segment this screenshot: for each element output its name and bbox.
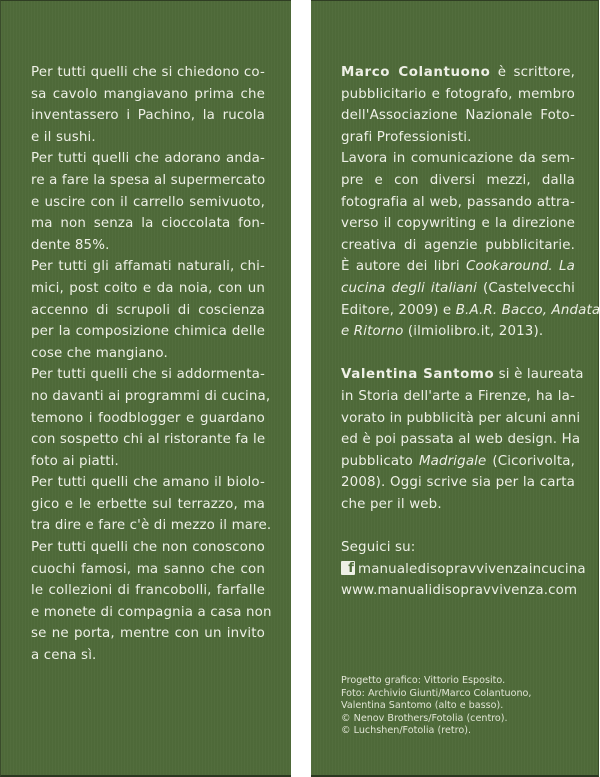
author-name: Marco Colantuono <box>341 65 491 80</box>
text-line: cuochi famosi, ma sanno che con <box>31 561 265 577</box>
book-title: Cookaround. La <box>465 259 575 275</box>
book-title: e Ritorno <box>341 324 404 340</box>
text-line: Per tutti gli affamati naturali, chi- <box>31 259 265 275</box>
book-title: B.A.R. Bacco, Andata <box>455 302 600 318</box>
intro-text <box>31 62 272 667</box>
text-line: re a fare la spesa al supermercato <box>31 172 266 188</box>
text-line: le collezioni di francobolli, farfalle <box>31 583 265 599</box>
text-line: Per tutti quelli che si chiedono co- <box>31 65 265 80</box>
text-line: cose che mangiano. <box>31 345 168 361</box>
facebook-icon: f <box>341 561 355 575</box>
text-line: foto ai piatti. <box>31 453 119 469</box>
right-cover-flap <box>311 0 599 777</box>
follow-label: Seguici su: <box>341 540 416 556</box>
text-line: e uscire con il carrello semivuoto, <box>31 194 265 210</box>
text-line: accenno di scrupoli di coscienza <box>31 302 265 318</box>
text-line: con sospetto chi al ristorante fa le <box>31 432 266 448</box>
text-line: per la composizione chimica delle <box>31 324 265 340</box>
text-line: Per tutti quelli che adorano anda- <box>31 151 265 167</box>
text-line: sa cavolo mangiavano prima che <box>31 86 265 102</box>
text-line: ma non senza la cioccolata fon- <box>31 216 265 232</box>
text-line: Per tutti quelli che amano il biolo- <box>31 475 265 491</box>
text-line: mici, post coito e da noia, con un <box>31 280 265 296</box>
text-line: no davanti ai programmi di cucina, <box>31 388 271 404</box>
text-line: Per tutti quelli che si addormenta- <box>31 367 265 383</box>
text-line: temono i foodblogger e guardano <box>31 410 265 426</box>
text-line: se ne porta, mentre con un invito <box>31 626 265 642</box>
photo-credits: Progetto grafico: Vittorio Esposito. Foto: Archivio Giunti/Marco Colantuono, Valentina Santomo (alto e basso). © Nenov Brothers/Fotolia (centro). © Luchshen/Fotolia (retro). <box>341 675 532 737</box>
left-cover-flap <box>0 0 291 777</box>
text-line: inventassero i Pachino, la rucola <box>31 108 265 124</box>
text-line: a cena sì. <box>31 648 97 664</box>
author-bio-marco: Marco Colantuono è scrittore, pubblicitario e fotografo, membro dell'Associazione Nazionale Foto- grafi Professionisti. Lavora in comunicazione da sem- pre e con diversi mezzi, dalla fotografia al web, passando attra- verso il copywriting e la direzione creativa di agenzie pubblicitarie. È autore dei libri Cookaround. La cucina degli italiani (Castelvecchi Editore, 2009) e B.A.R. Bacco, Andata e Ritorno (ilmiolibro.it, 2013). <box>341 65 600 340</box>
follow-section <box>341 537 586 602</box>
author-bio-valentina: Valentina Santomo si è laureata in Storia dell'arte a Firenze, ha la- vorato in pubblicità per alcuni anni ed è poi passata al web design. Ha pubblicato Madrigale (Cicorivolta, 2008). Oggi scrive sia per la carta che per il web. <box>341 367 584 512</box>
author-bios <box>341 62 600 602</box>
website-link[interactable]: www.manualidisopravvivenza.com <box>341 583 578 599</box>
text-line: Per tutti quelli che non conoscono <box>31 540 265 556</box>
text-line: dente 85%. <box>31 237 110 253</box>
book-title: Madrigale <box>418 453 487 469</box>
text-line: gico e le erbette sul terrazzo, ma <box>31 496 265 512</box>
text-line: tra dire e fare c'è di mezzo il mare. <box>31 518 272 534</box>
author-name: Valentina Santomo <box>341 367 495 383</box>
book-title: cucina degli italiani <box>341 280 478 296</box>
text-line: e il sushi. <box>31 129 96 145</box>
text-line: e monete di compagnia a casa non <box>31 604 272 620</box>
facebook-link[interactable]: f manualedisopravvivenzaincucina <box>341 559 575 581</box>
